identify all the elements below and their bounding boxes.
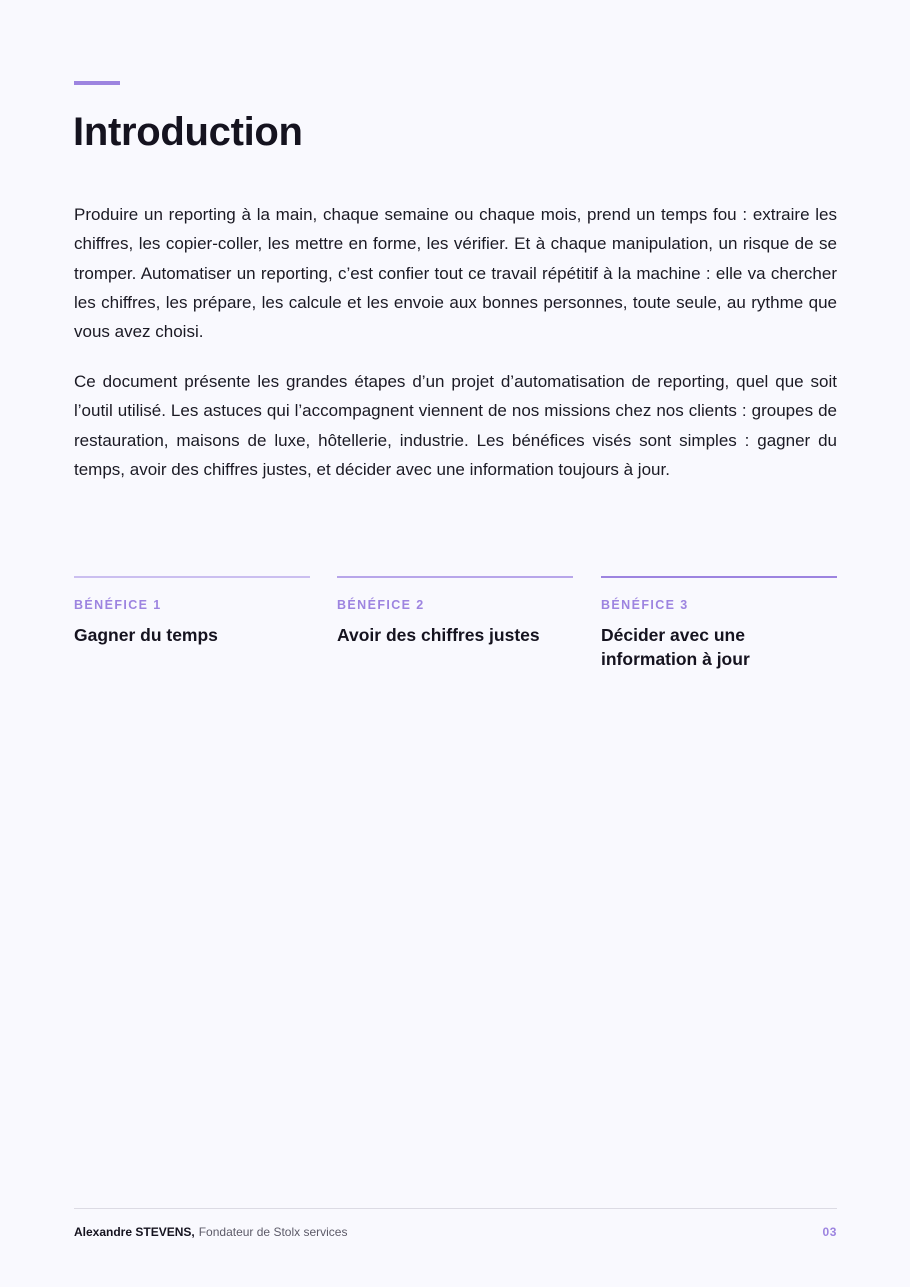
intro-paragraph: Produire un reporting à la main, chaque semaine ou chaque mois, prend un temps fou : extraire les chiffres, les copier-coller, les mettre en forme, les vérifier. Et à chaque manipulation, un risque de se tromper. Automatiser un reporting, c’est confier tout ce travail répétitif à la machine : elle va chercher les chiffres, les prépare, les calcule et les envoie aux bonnes personnes, toute seule, au rythme que vous avez choisi. [74, 205, 837, 342]
benefit-card [601, 576, 837, 671]
benefit-card [337, 576, 573, 647]
title-accent-bar [74, 81, 120, 85]
scope-paragraph: Ce document présente les grandes étapes d’un projet d’automatisation de reporting, quel que soit l’outil utilisé. Les astuces qui l’accompagnent viennent de nos missions chez nos clients : groupes de restauration, maisons de luxe, hôtellerie, industrie. Les bénéfices visés sont simples : gagner du temps, avoir des chiffres justes, et décider avec une information toujours à jour. [74, 372, 837, 479]
benefit-label: BÉNÉFICE 2 [337, 598, 425, 612]
page-number: 03 [822, 1225, 837, 1239]
benefit-card [74, 576, 310, 647]
benefit-divider [74, 576, 310, 578]
benefit-title: Décider avec une information à jour [601, 625, 750, 669]
benefit-divider [601, 576, 837, 578]
benefit-label: BÉNÉFICE 3 [601, 598, 689, 612]
page-title: Introduction [73, 110, 303, 154]
benefit-title: Avoir des chiffres justes [337, 625, 540, 645]
author-role: Fondateur de Stolx services [198, 1225, 348, 1239]
footer-divider [74, 1208, 837, 1209]
benefit-label: BÉNÉFICE 1 [74, 598, 162, 612]
benefit-divider [337, 576, 573, 578]
benefit-title: Gagner du temps [74, 625, 218, 645]
footer-author [74, 1223, 347, 1241]
author-name: Alexandre STEVENS, [74, 1225, 195, 1239]
